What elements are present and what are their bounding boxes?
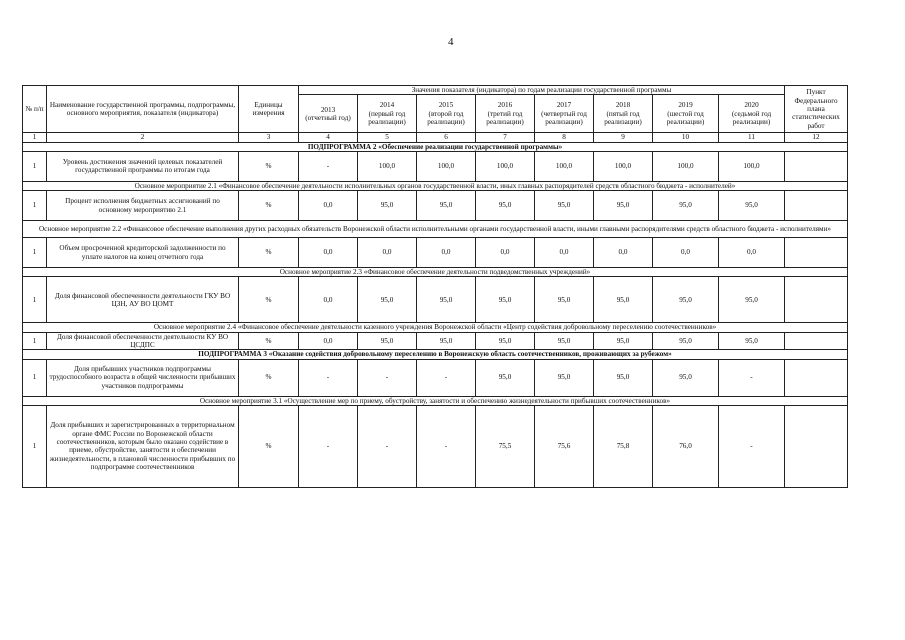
- indicator-value: 95,0: [476, 277, 535, 323]
- header-unit: Единицы измерения: [239, 86, 299, 133]
- subprogram-title: ПОДПРОГРАММА 3 «Оказание содействия добровольному переселению в Воронежскую область соотечественников, проживающих за рубежом»: [23, 350, 848, 359]
- indicator-value: 95,0: [358, 277, 417, 323]
- header-name: Наименование государственной программы, подпрограммы, основного мероприятия, показателя (индикатора): [47, 86, 239, 133]
- indicator-value: -: [358, 405, 417, 487]
- indicator-value: 100,0: [719, 151, 785, 181]
- header-plan: Пункт Федерального плана статистических работ: [785, 86, 848, 133]
- header-year-2017: [535, 95, 594, 133]
- indicator-value: -: [299, 359, 358, 396]
- column-number: 6: [417, 133, 476, 142]
- column-number: 5: [358, 133, 417, 142]
- header-year-2019: [653, 95, 719, 133]
- indicator-value: 95,0: [535, 277, 594, 323]
- year-label: 2019: [678, 101, 693, 110]
- column-number: 1: [23, 133, 47, 142]
- indicator-value: 95,0: [719, 191, 785, 221]
- header-year-2018: [594, 95, 653, 133]
- year-label: 2014: [379, 101, 395, 110]
- indicator-name: Объем просроченной кредиторской задолженности по уплате налогов на конец отчетного года: [47, 238, 239, 268]
- indicator-value: 0,0: [594, 238, 653, 268]
- indicator-value: 95,0: [594, 277, 653, 323]
- indicator-row: [23, 151, 848, 181]
- indicator-plan: [785, 238, 848, 268]
- indicator-value: 100,0: [358, 151, 417, 181]
- indicator-value: 95,0: [476, 332, 535, 350]
- column-number: 8: [535, 133, 594, 142]
- indicators-table: [22, 85, 848, 488]
- indicator-name: Процент исполнения бюджетных ассигнований по основному мероприятию 2.1: [47, 191, 239, 221]
- indicator-row: [23, 277, 848, 323]
- indicator-value: -: [719, 405, 785, 487]
- year-label: 2017: [556, 101, 572, 110]
- indicator-value: 95,0: [417, 332, 476, 350]
- measure-title: Основное мероприятие 2.1 «Финансовое обеспечение деятельности исполнительных органов государственной власти, иных главных распорядителей средств областного бюджета - исполнителей»: [23, 181, 848, 190]
- indicator-row: [23, 332, 848, 350]
- measure-title: Основное мероприятие 3.1 «Осуществление мер по приему, обустройству, занятости и обеспечению жизнедеятельности прибывших соотечественников»: [23, 396, 848, 405]
- indicator-value: 95,0: [594, 359, 653, 396]
- indicator-value: 95,0: [594, 191, 653, 221]
- indicator-value: 95,0: [719, 332, 785, 350]
- indicator-value: 76,0: [653, 405, 719, 487]
- header-year-2015: [417, 95, 476, 133]
- year-label: 2013: [320, 105, 336, 114]
- indicator-value: 95,0: [653, 332, 719, 350]
- indicator-value: 0,0: [299, 191, 358, 221]
- measure-row: [23, 221, 848, 238]
- indicator-value: 95,0: [417, 191, 476, 221]
- indicator-value: 95,0: [417, 277, 476, 323]
- column-number: 3: [239, 133, 299, 142]
- page-number: 4: [448, 36, 454, 48]
- measure-title: Основное мероприятие 2.2 «Финансовое обеспечение выполнения других расходных обязательств Воронежской области исполнительными органами государственной власти, иными главными распорядителями средств областного бюджета - исполнителями»: [23, 221, 848, 238]
- indicator-plan: [785, 191, 848, 221]
- indicator-num: 1: [23, 405, 47, 487]
- indicator-unit: %: [239, 405, 299, 487]
- indicator-value: 0,0: [299, 238, 358, 268]
- year-note: (первый год реализации): [368, 109, 406, 126]
- indicator-value: 75,5: [476, 405, 535, 487]
- year-note: (второй год реализации): [427, 109, 465, 126]
- indicator-value: 95,0: [476, 191, 535, 221]
- indicator-name: Доля прибывших участников подпрограммы трудоспособного возраста в общей численности прибывших участников подпрограммы: [47, 359, 239, 396]
- measure-title: Основное мероприятие 2.3 «Финансовое обеспечение деятельности подведомственных учреждений»: [23, 268, 848, 277]
- header-year-2016: [476, 95, 535, 133]
- measure-row: [23, 181, 848, 190]
- header-year-2014: [358, 95, 417, 133]
- column-number: 9: [594, 133, 653, 142]
- indicator-value: 100,0: [653, 151, 719, 181]
- indicator-value: 100,0: [476, 151, 535, 181]
- indicator-name: Доля прибывших и зарегистрированных в территориальном органе ФМС России по Воронежской области соотечественников, которым было оказано содействие в приеме, обустройстве, занятости и обеспечении жизнедеятельности, в плановой численности прибывших по подпрограмме соотечественников: [47, 405, 239, 487]
- indicator-num: 1: [23, 359, 47, 396]
- column-number: 7: [476, 133, 535, 142]
- indicator-value: 0,0: [417, 238, 476, 268]
- measure-row: [23, 323, 848, 332]
- indicator-value: 95,0: [594, 332, 653, 350]
- indicator-value: 0,0: [476, 238, 535, 268]
- indicator-value: 75,6: [535, 405, 594, 487]
- year-note: (шестой год реализации): [666, 109, 705, 126]
- indicator-value: -: [299, 151, 358, 181]
- indicator-name: Уровень достижения значений целевых показателей государственной программы по итогам года: [47, 151, 239, 181]
- measure-row: [23, 268, 848, 277]
- indicator-value: 95,0: [535, 359, 594, 396]
- indicator-row: [23, 405, 848, 487]
- indicator-name: Доля финансовой обеспеченности деятельности ГКУ ВО ЦЗН, АУ ВО ЦОМТ: [47, 277, 239, 323]
- column-number: 2: [47, 133, 239, 142]
- indicator-row: [23, 191, 848, 221]
- year-note: (пятый год реализации): [604, 109, 642, 126]
- column-number: 10: [653, 133, 719, 142]
- indicator-num: 1: [23, 238, 47, 268]
- indicator-plan: [785, 151, 848, 181]
- year-note: (седьмой год реализации): [731, 109, 772, 126]
- indicator-value: 95,0: [653, 191, 719, 221]
- year-label: 2016: [497, 101, 513, 110]
- indicator-value: 0,0: [535, 238, 594, 268]
- subprogram-row: [23, 142, 848, 151]
- indicator-value: -: [719, 359, 785, 396]
- subprogram-title: ПОДПРОГРАММА 2 «Обеспечение реализации государственной программы»: [23, 142, 848, 151]
- indicator-unit: %: [239, 151, 299, 181]
- indicator-value: 0,0: [299, 277, 358, 323]
- measure-row: [23, 396, 848, 405]
- year-label: 2015: [438, 101, 454, 110]
- indicator-unit: %: [239, 332, 299, 350]
- indicator-value: 100,0: [535, 151, 594, 181]
- indicator-value: 95,0: [535, 332, 594, 350]
- indicator-value: 100,0: [417, 151, 476, 181]
- indicator-value: 95,0: [653, 359, 719, 396]
- indicator-num: 1: [23, 151, 47, 181]
- indicator-value: 0,0: [653, 238, 719, 268]
- indicator-name: Доля финансовой обеспеченности деятельности КУ ВО ЦСДПС: [47, 332, 239, 350]
- header-values-group: Значения показателя (индикатора) по годам реализации государственной программы: [299, 86, 785, 95]
- header-year-2013: [299, 95, 358, 133]
- header-year-2020: [719, 95, 785, 133]
- indicator-value: -: [358, 359, 417, 396]
- indicator-value: 95,0: [358, 191, 417, 221]
- indicator-row: [23, 359, 848, 396]
- indicator-plan: [785, 332, 848, 350]
- indicator-plan: [785, 277, 848, 323]
- indicator-unit: %: [239, 277, 299, 323]
- indicator-unit: %: [239, 191, 299, 221]
- indicator-value: 95,0: [535, 191, 594, 221]
- column-number: 11: [719, 133, 785, 142]
- indicator-num: 1: [23, 277, 47, 323]
- indicator-unit: %: [239, 359, 299, 396]
- indicator-unit: %: [239, 238, 299, 268]
- column-number: 12: [785, 133, 848, 142]
- indicator-value: 95,0: [476, 359, 535, 396]
- indicator-value: 0,0: [358, 238, 417, 268]
- year-note: (четвертый год реализации): [541, 109, 587, 126]
- indicator-value: 0,0: [719, 238, 785, 268]
- indicator-row: [23, 238, 848, 268]
- subprogram-row: [23, 350, 848, 359]
- year-label: 2020: [744, 101, 759, 110]
- year-label: 2018: [615, 101, 631, 110]
- indicator-num: 1: [23, 191, 47, 221]
- year-note: (третий год реализации): [486, 109, 524, 126]
- column-number: 4: [299, 133, 358, 142]
- indicator-value: -: [417, 359, 476, 396]
- indicator-num: 1: [23, 332, 47, 350]
- indicator-value: -: [299, 405, 358, 487]
- indicator-value: 95,0: [653, 277, 719, 323]
- indicator-plan: [785, 405, 848, 487]
- indicator-plan: [785, 359, 848, 396]
- indicator-value: 95,0: [719, 277, 785, 323]
- year-note: (отчетный год): [305, 113, 351, 122]
- indicator-value: 0,0: [299, 332, 358, 350]
- header-num: № п/п: [23, 86, 47, 133]
- indicator-value: 75,8: [594, 405, 653, 487]
- indicator-value: 95,0: [358, 332, 417, 350]
- indicator-value: -: [417, 405, 476, 487]
- indicator-value: 100,0: [594, 151, 653, 181]
- measure-title: Основное мероприятие 2.4 «Финансовое обеспечение деятельности казенного учреждения Воронежской области «Центр содействия добровольному переселению соотечественников»: [23, 323, 848, 332]
